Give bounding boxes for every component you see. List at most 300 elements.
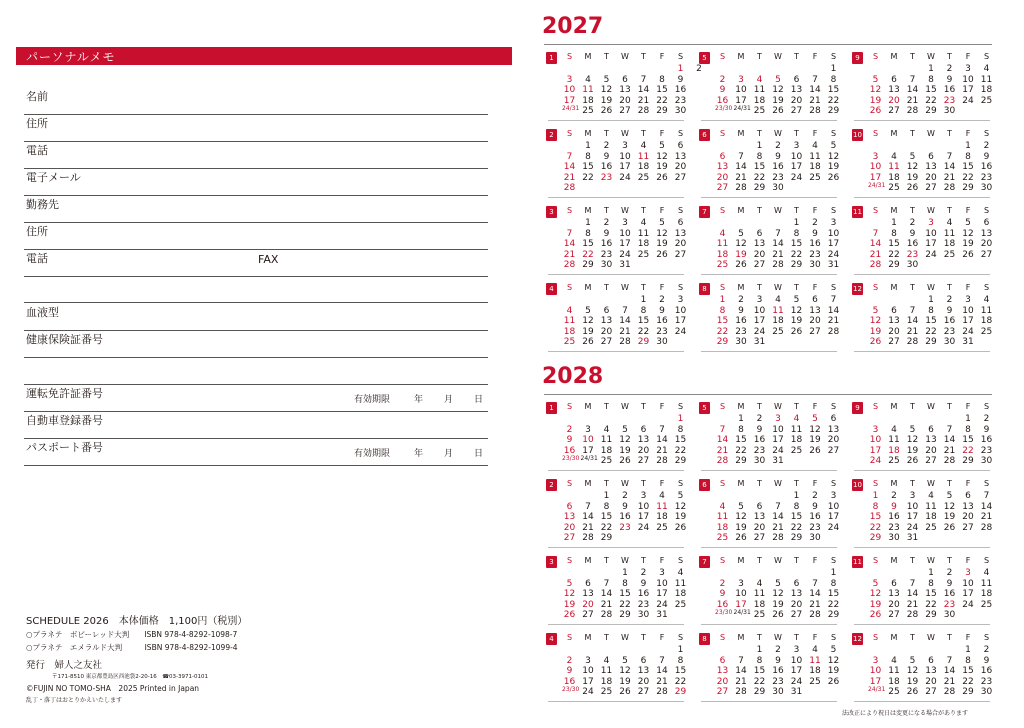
month-rule [701, 470, 837, 471]
calendar-day: 8 [603, 501, 610, 512]
calendar-day: 18 [637, 162, 650, 172]
weekday-header: S [677, 206, 684, 215]
calendar-day: 29 [674, 687, 687, 697]
calendar-day: 3 [793, 141, 800, 151]
calendar-day: 30 [980, 183, 993, 193]
calendar-day: 9 [909, 228, 916, 239]
calendar-day: 18 [980, 589, 993, 599]
calendar-day: 28 [827, 326, 840, 337]
calendar-day: 23 [980, 445, 993, 456]
calendar-day: 26 [827, 172, 840, 183]
weekday-header: T [910, 479, 915, 488]
calendar-day: 23 [674, 95, 687, 106]
calendar-day: 26 [600, 106, 613, 116]
calendar-day: 20 [753, 249, 766, 260]
calendar-day: 10 [656, 578, 668, 589]
calendar-day: 4 [659, 491, 665, 501]
calendar-day: 9 [946, 578, 953, 589]
calendar-day: 22 [925, 95, 937, 106]
weekday-header: T [604, 633, 609, 642]
month-badge: 5 [699, 52, 710, 64]
weekday-header: W [621, 556, 629, 565]
calendar-day: 5 [830, 645, 837, 655]
calendar-day: 28 [619, 337, 631, 347]
calendar-day: 27 [674, 172, 687, 183]
calendar-day: 14 [656, 435, 668, 445]
calendar-day: 20 [674, 239, 687, 249]
calendar-day: 16 [600, 162, 613, 172]
calendar-day: 12 [809, 424, 821, 435]
calendar-day: 11 [753, 85, 766, 95]
calendar-day: 12 [827, 151, 840, 162]
calendar-day: 3 [965, 64, 971, 74]
calendar-day: 30 [637, 610, 650, 620]
calendar-day: 1 [640, 295, 647, 305]
weekday-header: W [927, 633, 935, 642]
calendar-day: 30 [943, 337, 956, 347]
calendar-day: 15 [735, 435, 747, 445]
calendar-day: 4 [603, 424, 610, 435]
calendar-day: 27 [827, 445, 840, 456]
calendar-day: 6 [756, 501, 763, 512]
calendar-day: 30 [943, 610, 956, 620]
weekday-header: W [927, 402, 935, 411]
weekday-header: W [621, 206, 629, 215]
validity-day: 日 [474, 449, 484, 459]
month-rule [854, 120, 990, 121]
calendar-day: 15 [637, 316, 650, 326]
weekday-header: S [983, 479, 990, 488]
calendar-day: 20 [925, 172, 937, 183]
calendar-day: 26 [827, 676, 840, 687]
weekday-header: S [677, 556, 684, 565]
calendar-day: 11 [980, 578, 993, 589]
month-rule [548, 120, 684, 121]
calendar-day: 1 [756, 645, 763, 655]
validity-month: 月 [444, 449, 454, 459]
calendar-day: 12 [582, 316, 594, 326]
calendar-day: 4 [640, 218, 647, 228]
calendar-day: 29 [582, 260, 594, 270]
weekday-header: S [830, 402, 837, 411]
calendar-day: 25 [716, 533, 729, 543]
calendar-day: 1 [677, 645, 684, 655]
month-badge: 8 [699, 283, 710, 295]
calendar-day: 13 [962, 501, 974, 512]
calendar-day: 6 [719, 655, 726, 666]
weekday-header: F [659, 633, 665, 642]
calendar-day: 19 [674, 512, 687, 522]
calendar-day: 26 [619, 456, 631, 466]
weekday-header: M [584, 479, 592, 488]
calendar-day: 29 [925, 337, 937, 347]
weekday-header: S [719, 402, 726, 411]
calendar-day: 11 [809, 655, 821, 666]
weekday-header: W [621, 633, 629, 642]
calendar-day: 16 [753, 435, 766, 445]
calendar-day: 30 [600, 260, 613, 270]
calendar-day: 2 [775, 645, 781, 655]
calendar-day: 23 [619, 522, 631, 533]
calendar-day: 5 [909, 151, 916, 162]
calendar-day: 27 [563, 533, 576, 543]
memo-row-label: 電子メール [26, 171, 81, 184]
calendar-day: 15 [716, 316, 729, 326]
calendar-day: 17 [906, 512, 919, 522]
calendar-day: 5 [566, 578, 573, 589]
month-badge: 4 [546, 283, 557, 295]
calendar-day: 22 [582, 249, 594, 260]
calendar-day: 27 [716, 687, 729, 697]
calendar-day: 22 [716, 326, 729, 337]
calendar-day: 2 [812, 491, 818, 501]
calendar-day: 12 [674, 501, 687, 512]
validity-label: 有効期限 [354, 395, 391, 405]
calendar-day: 29 [962, 456, 974, 466]
calendar-day: 23 [656, 326, 668, 337]
calendar-day: 31 [619, 260, 631, 270]
calendar-day: 19 [906, 172, 919, 183]
calendar-day: 7 [775, 501, 781, 512]
calendar-day: 11 [716, 512, 729, 522]
calendar-day: 25 [943, 249, 956, 260]
calendar-day: 13 [582, 589, 594, 599]
calendar-day: 24 [772, 445, 784, 456]
calendar-day: 3 [738, 74, 744, 85]
calendar-day: 7 [585, 501, 591, 512]
calendar-day: 15 [962, 435, 974, 445]
calendar-day: 19 [656, 162, 668, 172]
weekday-header: F [965, 556, 971, 565]
weekday-header: T [604, 556, 609, 565]
weekday-header: S [566, 479, 573, 488]
calendar-day: 28 [600, 610, 613, 620]
calendar-day: 21 [906, 326, 919, 337]
calendar-day: 29 [735, 456, 747, 466]
weekday-header: S [983, 402, 990, 411]
calendar-day: 6 [928, 655, 934, 666]
calendar-day: 11 [600, 435, 613, 445]
weekday-header: S [566, 52, 573, 61]
weekday-header: M [584, 402, 592, 411]
calendar-day: 4 [719, 228, 726, 239]
memo-row [24, 249, 488, 277]
calendar-day: 18 [888, 676, 900, 687]
calendar-day: 18 [600, 445, 613, 456]
calendar-day: 12 [906, 666, 919, 676]
calendar-day: 8 [872, 501, 879, 512]
weekday-header: S [872, 479, 879, 488]
calendar-day: 1 [677, 64, 684, 74]
calendar-day: 16 [716, 599, 729, 610]
calendar-day: 9 [677, 74, 684, 85]
calendar-day: 24 [637, 522, 650, 533]
calendar-day: 18 [582, 95, 594, 106]
calendar-day: 8 [965, 151, 971, 162]
calendar-day: 9 [946, 305, 953, 316]
calendar-day: 9 [891, 501, 897, 512]
weekday-header: S [983, 283, 990, 292]
calendar-day: 1 [965, 414, 971, 424]
calendar-day: 3 [585, 424, 591, 435]
calendar-day: 23 [980, 676, 993, 687]
calendar-day: 25 [582, 106, 594, 116]
calendar-day: 19 [809, 435, 821, 445]
calendar-day: 27 [600, 337, 613, 347]
calendar-day: 16 [943, 85, 956, 95]
calendar-day: 20 [980, 239, 993, 249]
calendar-day: 6 [719, 151, 726, 162]
calendar-day: 3 [872, 655, 879, 666]
month-badge: 6 [699, 129, 710, 141]
calendar-day: 10 [827, 228, 840, 239]
weekday-header: S [677, 52, 684, 61]
year-rule [544, 394, 992, 395]
year-title-2027: 2027 [542, 14, 604, 39]
calendar-day: 22 [600, 522, 613, 533]
calendar-day: 9 [983, 655, 990, 666]
calendar-day: 12 [869, 316, 882, 326]
calendar-day: 14 [980, 501, 993, 512]
calendar-day: 4 [812, 645, 818, 655]
imprint-address: 〒171-8510 東京都豊島区西池袋2-20-16 ☎03-3971-0101 [52, 674, 209, 680]
calendar-day: 7 [719, 424, 726, 435]
month-rule [854, 547, 990, 548]
imprint-publisher: 発行 婦人之友社 [26, 660, 103, 671]
calendar-day: 8 [622, 578, 628, 589]
calendar-day: 14 [716, 435, 729, 445]
calendar-day: 15 [827, 85, 840, 95]
calendar-day: 1 [830, 568, 837, 578]
calendar-day: 26 [735, 533, 747, 543]
calendar-day: 13 [753, 239, 766, 249]
calendar-day: 7 [738, 655, 744, 666]
calendar-day: 2 [983, 141, 990, 151]
calendar-day: 18 [888, 445, 900, 456]
memo-row-label: 住所 [26, 117, 48, 130]
calendar-day: 13 [716, 162, 729, 172]
calendar-day: 2 [603, 141, 610, 151]
calendar-day: 15 [962, 162, 974, 172]
calendar-day: 24 [827, 249, 840, 260]
month-rule [701, 197, 837, 198]
month-rule [701, 120, 837, 121]
calendar-day: 12 [790, 305, 803, 316]
calendar-day: 10 [582, 666, 594, 676]
calendar-day: 21 [563, 249, 576, 260]
weekday-header: M [584, 283, 592, 292]
calendar-day: 20 [962, 512, 974, 522]
calendar-day: 19 [906, 676, 919, 687]
calendar-day: 4 [891, 424, 897, 435]
weekday-header: F [812, 556, 818, 565]
calendar-day: 21 [980, 512, 993, 522]
calendar-day: 27 [637, 687, 650, 697]
weekday-header: S [566, 402, 573, 411]
weekday-header: S [872, 129, 879, 138]
calendar-day: 11 [563, 316, 576, 326]
calendar-day: 7 [566, 151, 573, 162]
calendar-day: 12 [563, 589, 576, 599]
weekday-header: S [872, 633, 879, 642]
weekday-header: T [604, 129, 609, 138]
month-badge: 9 [852, 52, 863, 64]
calendar-day: 26 [962, 249, 974, 260]
calendar-day: 4 [677, 568, 684, 578]
calendar-day: 14 [906, 316, 919, 326]
calendar-day: 14 [943, 435, 956, 445]
calendar-day: 29 [753, 183, 766, 193]
calendar-day: 18 [716, 249, 729, 260]
calendar-day: 25 [637, 172, 650, 183]
weekday-header: T [947, 129, 952, 138]
calendar-day: 12 [772, 85, 784, 95]
calendar-day: 28 [906, 106, 919, 116]
calendar-day: 22 [674, 676, 687, 687]
weekday-header: W [927, 479, 935, 488]
calendar-day: 7 [983, 491, 990, 501]
calendar-day: 13 [637, 666, 650, 676]
calendar-day: 28 [869, 260, 882, 270]
weekday-header: T [910, 556, 915, 565]
calendar-day: 17 [962, 85, 974, 95]
calendar-day: 30 [674, 106, 687, 116]
calendar-day: 12 [906, 162, 919, 172]
calendar-day: 15 [869, 512, 882, 522]
calendar-day: 12 [619, 666, 631, 676]
calendar-day: 20 [674, 162, 687, 172]
calendar-day: 9 [812, 501, 818, 512]
month-rule [701, 351, 837, 352]
weekday-header: S [719, 556, 726, 565]
month-rule [854, 351, 990, 352]
calendar-day: 3 [775, 414, 781, 424]
calendar-day: 17 [772, 435, 784, 445]
calendar-day: 16 [943, 316, 956, 326]
calendar-day: 9 [738, 305, 744, 316]
calendar-day: 7 [909, 305, 916, 316]
calendar-day: 18 [925, 512, 937, 522]
month-rule [854, 197, 990, 198]
weekday-header: F [659, 479, 665, 488]
calendar-day: 14 [772, 512, 784, 522]
calendar-day: 1 [928, 295, 934, 305]
calendar-day: 19 [827, 666, 840, 676]
calendar-day: 7 [872, 228, 879, 239]
calendar-day: 24/31 [733, 105, 751, 112]
calendar-day: 24 [962, 326, 974, 337]
calendar-day: 2 [812, 218, 818, 228]
calendar-day: 14 [637, 85, 650, 95]
month-badge: 10 [853, 131, 862, 139]
calendar-day: 21 [619, 326, 631, 337]
weekday-header: S [872, 52, 879, 61]
calendar-day: 16 [619, 512, 631, 522]
calendar-day: 5 [622, 655, 628, 666]
month-badge: 9 [852, 402, 863, 414]
calendar-day: 14 [869, 239, 882, 249]
calendar-day: 13 [619, 85, 631, 95]
weekday-header: T [947, 283, 952, 292]
weekday-header: T [641, 206, 646, 215]
calendar-day: 5 [793, 295, 800, 305]
calendar-day: 18 [790, 435, 803, 445]
calendar-day: 21 [656, 676, 668, 687]
calendar-day: 3 [677, 295, 684, 305]
calendar-day: 23 [600, 249, 613, 260]
calendar-day: 14 [563, 162, 576, 172]
calendar-day: 29 [925, 610, 937, 620]
calendar-day: 4 [793, 414, 800, 424]
calendar-day: 10 [619, 228, 631, 239]
calendar-day: 29 [827, 610, 840, 620]
calendar-day: 10 [563, 85, 576, 95]
weekday-header: S [719, 206, 726, 215]
calendar-day: 16 [980, 162, 993, 172]
weekday-header: W [621, 129, 629, 138]
calendar-day: 11 [637, 151, 650, 162]
weekday-header: F [659, 52, 665, 61]
calendar-day: 12 [735, 239, 747, 249]
month-rule [854, 624, 990, 625]
calendar-day: 24 [582, 687, 594, 697]
weekday-header: T [604, 206, 609, 215]
calendar-day: 4 [756, 578, 763, 589]
weekday-header: W [774, 283, 782, 292]
month-badge: 8 [699, 633, 710, 645]
calendar-day: 11 [888, 666, 900, 676]
calendar-day: 21 [582, 522, 594, 533]
calendar-day: 2 [946, 64, 953, 74]
calendar-day: 9 [566, 435, 573, 445]
calendar-day: 8 [640, 305, 647, 316]
calendar-day: 30 [906, 260, 919, 270]
calendar-day: 22 [962, 445, 974, 456]
memo-row [24, 330, 488, 358]
calendar-day: 5 [738, 228, 744, 239]
memo-row-label: 名前 [26, 90, 48, 103]
calendar-day: 12 [772, 589, 784, 599]
calendar-day: 15 [656, 85, 668, 95]
calendar-day: 17 [869, 172, 882, 183]
calendar-day: 18 [980, 316, 993, 326]
calendar-day: 7 [946, 151, 953, 162]
weekday-header: F [659, 402, 665, 411]
weekday-header: M [584, 556, 592, 565]
calendar-day: 10 [962, 578, 974, 589]
calendar-day: 6 [891, 74, 897, 85]
calendar-day: 16 [980, 666, 993, 676]
calendar-day: 29 [716, 337, 729, 347]
calendar-day: 14 [809, 85, 821, 95]
calendar-day: 25 [980, 95, 993, 106]
year-rule [544, 44, 992, 45]
weekday-header: S [872, 402, 879, 411]
calendar-day: 13 [827, 424, 840, 435]
calendar-day: 7 [566, 228, 573, 239]
calendar-day: 16 [772, 162, 784, 172]
calendar-day: 3 [965, 295, 971, 305]
calendar-day: 13 [888, 589, 900, 599]
calendar-day: 9 [756, 424, 763, 435]
calendar-day: 25 [716, 260, 729, 270]
calendar-day: 28 [656, 687, 668, 697]
calendar-day: 4 [585, 74, 591, 85]
weekday-header: T [604, 402, 609, 411]
calendar-day: 28 [735, 687, 747, 697]
weekday-header: F [659, 283, 665, 292]
weekday-header: T [641, 402, 646, 411]
